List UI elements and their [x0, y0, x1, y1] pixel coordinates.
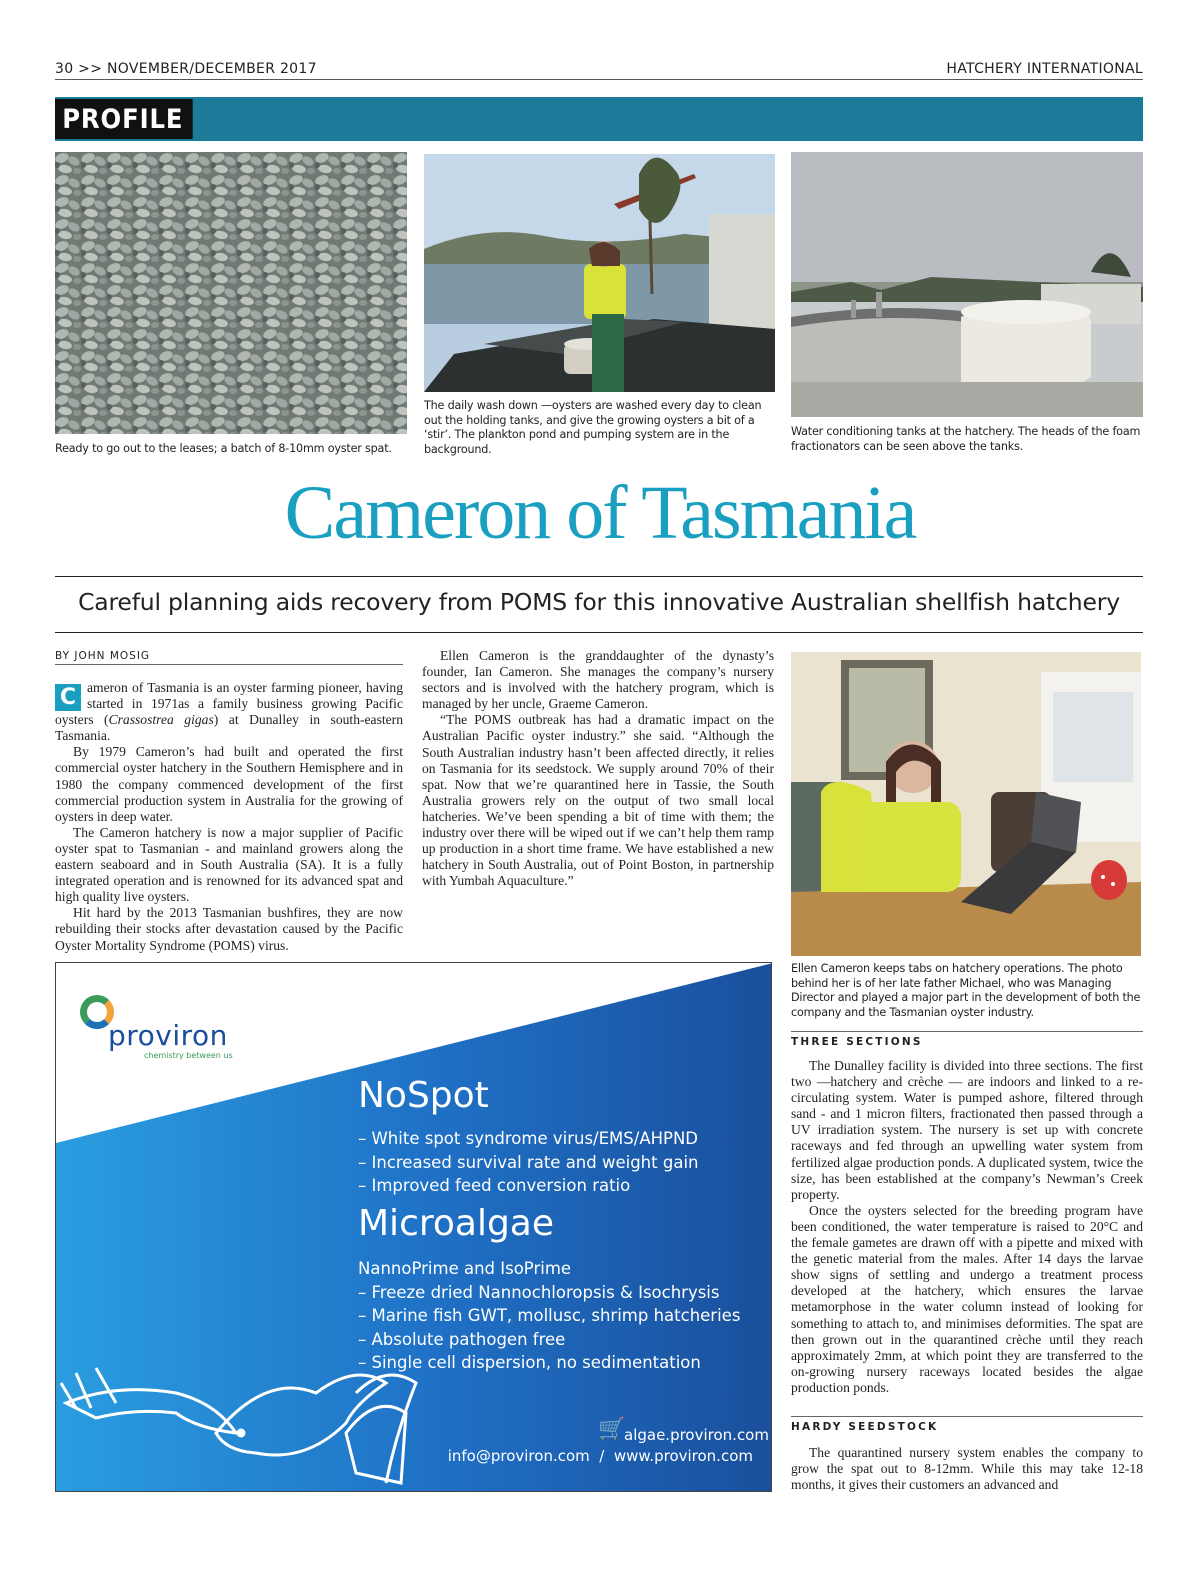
subhead-hardy-seedstock: HARDY SEEDSTOCK: [791, 1421, 939, 1433]
ad-heading-nospot: NoSpot: [358, 1075, 489, 1116]
ad-list-item: – White spot syndrome virus/EMS/AHPND: [358, 1129, 699, 1148]
paragraph: Hit hard by the 2013 Tasmanian bushfires, they are now rebuilding their stocks after devastation caused by the Pacific Oyster Mortality Syndrome (POMS) virus.: [55, 905, 403, 953]
ad-contact[interactable]: info@proviron.com / www.proviron.com: [447, 1447, 753, 1465]
paragraph: The quarantined nursery system enables the company to grow the spat out to 8-12mm. While this may take 12-18 months, it gives their customers an advanced and: [791, 1445, 1143, 1493]
ad-subheading: NannoPrime and IsoPrime: [358, 1259, 572, 1278]
photo-water-tanks: [791, 152, 1143, 417]
article-column-2: [422, 648, 774, 889]
ad-list-item: – Single cell dispersion, no sedimentation: [358, 1353, 701, 1372]
section-band: [55, 97, 1143, 141]
photo-caption-wash-down: The daily wash down —oysters are washed every day to clean out the holding tanks, and give the growing oysters a bit of a ‘stir’. The plankton pond and pumping system are in the background.: [424, 399, 762, 456]
shopping-cart-icon: 🛒: [598, 1417, 626, 1442]
page-header-left: 30 >> NOVEMBER/DECEMBER 2017: [55, 61, 317, 77]
byline-rule: [55, 664, 403, 665]
ad-list-microalgae: [358, 1257, 740, 1375]
title-rule-top: [55, 576, 1143, 577]
article-deck: Careful planning aids recovery from POMS for this innovative Australian shellfish hatchery: [78, 588, 1120, 616]
article-column-3: [791, 1058, 1143, 1396]
article-column-1: [55, 680, 403, 954]
paragraph: The Dunalley facility is divided into three sections. The first two —hatchery and crèche — are indoors and linked to a re-circulating system. Water is pumped ashore, filtered through sand - and 1 micron filters, fractionated then passed through a UV irradiation system. The nursery is set up with concrete raceways and fed through an upwelling water system from fertilized algae production ponds. A duplicated system, twice the size, has been established at the company’s Newman’s Creek property.: [791, 1058, 1143, 1202]
ad-list-item: – Absolute pathogen free: [358, 1329, 566, 1349]
article-column-3-continued: [791, 1445, 1143, 1493]
ad-heading-microalgae: Microalgae: [358, 1203, 555, 1244]
dropcap: C: [55, 684, 81, 711]
photo-caption-spat: Ready to go out to the leases; a batch of 8-10mm oyster spat.: [55, 442, 392, 455]
subhead-three-sections: THREE SECTIONS: [791, 1036, 923, 1048]
title-rule-bottom: [55, 632, 1143, 633]
paragraph: Ellen Cameron is the granddaughter of the dynasty’s founder, Ian Cameron. She manages the company’s nursery sectors and is involved with the hatchery program, which is managed by her uncle, Graeme Cameron.: [422, 648, 774, 712]
photo-oyster-spat: [55, 152, 407, 434]
ad-list-item: – Improved feed conversion ratio: [358, 1176, 631, 1195]
ad-list-item: – Freeze dried Nannochloropsis & Isochrysis: [358, 1282, 720, 1302]
section-label: PROFILE: [55, 99, 192, 139]
page-header-right: HATCHERY INTERNATIONAL: [946, 61, 1143, 77]
article-title: Cameron of Tasmania: [284, 471, 916, 555]
ad-brand: proviron: [108, 1019, 228, 1052]
advertisement[interactable]: [55, 962, 772, 1492]
ad-shop-link[interactable]: algae.proviron.com: [624, 1426, 769, 1444]
paragraph: “The POMS outbreak has had a dramatic impact on the Australian Pacific oyster industry.” she said. “Although the South Australian industry hasn’t been affected directly, it relies on Tasmania for its seedstock. We supply around 70% of their spat. Now that we’re quarantined here in Tassie, the South Australia growers rely on the output of two small local hatcheries. We’ve been spending a bit of time with them; the industry over there will be wiped out if we can’t help them ramp up production in a short time frame. We have established a new hatchery in South Australia, out of Point Boston, in partnership with Yumbah Aquaculture.”: [422, 712, 774, 889]
photo-caption-ellen: Ellen Cameron keeps tabs on hatchery operations. The photo behind her is of her late father Michael, who was Managing Director and played a major part in the development of both the company and the Tasmanian oyster industry.: [791, 962, 1141, 1019]
byline: BY JOHN MOSIG: [55, 650, 151, 662]
paragraph: C ameron of Tasmania is an oyster farming pioneer, having started in 1971as a family business growing Pacific oysters (Crassostrea gigas) at Dunalley in south-eastern Tasmania.: [55, 680, 404, 744]
photo-ellen-cameron: [791, 652, 1141, 956]
paragraph: Once the oysters selected for the breeding program have been conditioned, the water temperature is raised to 20°C and the female gametes are drawn off with a pipette and mixed with the genetic material from the males. After 14 days the larvae show signs of settling and undergo a treatment process developed at the hatchery, which ensures the larvae metamorphose in the water column instead of looking for something to attach to, and minimises deformities. The spat are then grown out in the quarantined crèche until they reach approximately 2mm, at which point they are transferred to the on-growing nursery raceways located besides the algae production ponds.: [791, 1202, 1143, 1395]
ad-list-item: – Marine fish GWT, mollusc, shrimp hatcheries: [358, 1306, 741, 1325]
photo-wash-down: [424, 154, 775, 392]
ad-tagline: chemistry between us: [144, 1051, 233, 1060]
photo-caption-water-tanks: Water conditioning tanks at the hatchery. The heads of the foam fractionators can be seen above the tanks.: [791, 425, 1141, 453]
section-rule: [791, 1416, 1143, 1417]
ad-list-item: – Increased survival rate and weight gain: [358, 1152, 699, 1172]
paragraph: By 1979 Cameron’s had built and operated the first commercial oyster hatchery in the Southern Hemisphere and in 1980 the company commenced development of the first commercial production system in Australia for the growing of oysters in deep water.: [55, 744, 403, 824]
header-rule: [55, 79, 1143, 80]
section-rule: [791, 1031, 1143, 1032]
ad-list-nospot: [358, 1127, 698, 1198]
paragraph: The Cameron hatchery is now a major supplier of Pacific oyster spat to Tasmanian - and mainland growers along the eastern seaboard and in South Australia (SA). It is a fully integrated operation and is renowned for its advanced spat and high quality live oysters.: [55, 824, 403, 905]
